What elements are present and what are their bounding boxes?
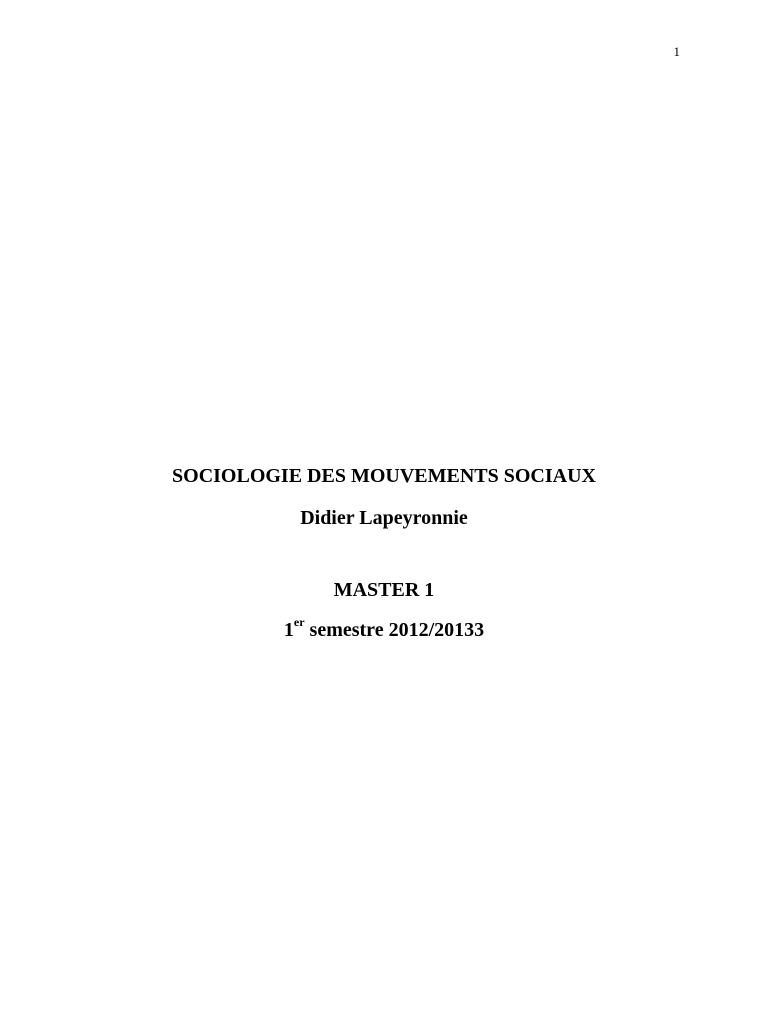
semester-text: semestre 2012/20133 [309,619,485,641]
semester-line [0,615,768,642]
semester-ordinal: 1 [283,619,294,641]
page-number: 1 [673,44,680,59]
author-name: Didier Lapeyronnie [300,507,468,529]
program-level: MASTER 1 [333,579,435,601]
semester-ordinal-suffix: er [293,615,305,630]
course-title: SOCIOLOGIE DES MOUVEMENTS SOCIAUX [172,465,596,487]
